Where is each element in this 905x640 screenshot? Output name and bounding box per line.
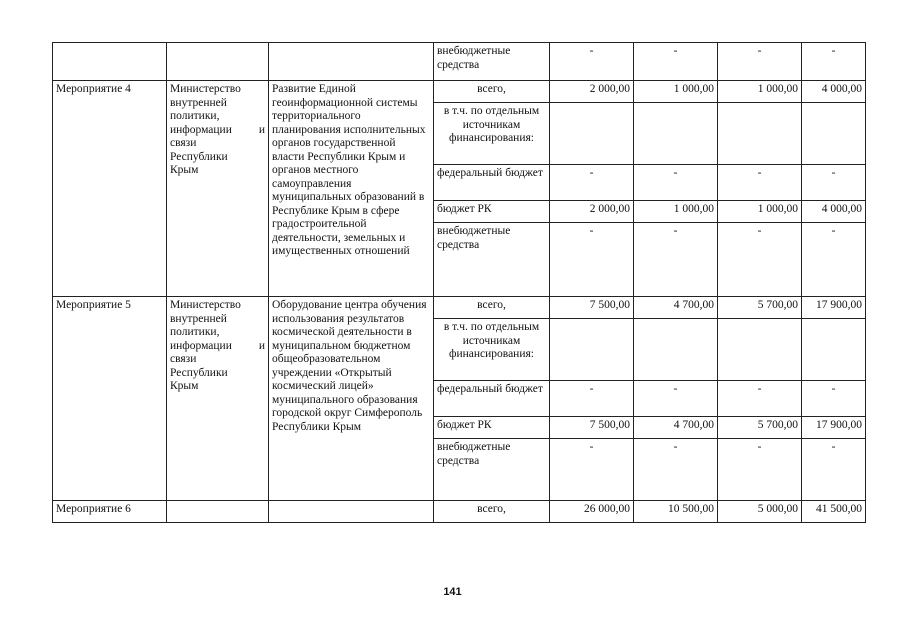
desc-cell xyxy=(269,501,434,523)
source-cell: всего, xyxy=(434,81,550,103)
value-cell: 4 000,00 xyxy=(802,81,866,103)
value-cell xyxy=(718,103,802,165)
value-cell xyxy=(550,103,634,165)
value-cell: - xyxy=(718,165,802,201)
value-cell: - xyxy=(550,165,634,201)
value-cell: - xyxy=(634,165,718,201)
value-cell: 7 500,00 xyxy=(550,297,634,319)
value-cell: - xyxy=(802,439,866,501)
value-cell xyxy=(550,319,634,381)
source-cell: бюджет РК xyxy=(434,417,550,439)
value-cell: - xyxy=(550,381,634,417)
table-row xyxy=(53,501,866,523)
value-cell: 4 000,00 xyxy=(802,201,866,223)
value-cell xyxy=(634,319,718,381)
org-cell: Министерство внутренней политики, информации и связи Республики Крым xyxy=(167,297,269,501)
value-cell: - xyxy=(802,43,866,81)
source-cell: федеральный бюджет xyxy=(434,165,550,201)
value-cell xyxy=(802,319,866,381)
event-label: Мероприятие 4 xyxy=(53,81,167,297)
value-cell: 5 700,00 xyxy=(718,417,802,439)
value-cell: - xyxy=(802,165,866,201)
source-cell: в т.ч. по отдельным источникам финансирования: xyxy=(434,103,550,165)
value-cell: - xyxy=(634,43,718,81)
source-cell: бюджет РК xyxy=(434,201,550,223)
value-cell xyxy=(634,103,718,165)
value-cell: - xyxy=(802,381,866,417)
value-cell xyxy=(718,319,802,381)
value-cell: - xyxy=(634,439,718,501)
value-cell: - xyxy=(550,223,634,297)
value-cell: - xyxy=(802,223,866,297)
event-cell xyxy=(53,43,167,81)
org-cell: Министерство внутренней политики, информации и связи Республики Крым xyxy=(167,81,269,297)
org-cell xyxy=(167,501,269,523)
event-label: Мероприятие 6 xyxy=(53,501,167,523)
source-cell: внебюджетные средства xyxy=(434,43,550,81)
desc-cell: Развитие Единой геоинформационной системы территориального планирования исполнительных органов государственной власти Республики Крым и органов местного самоуправления муниципальных образований в Республике Крым в сфере градостроительной деятельности, земельных и имущественных отношений xyxy=(269,81,434,297)
table-row xyxy=(53,81,866,103)
value-cell: - xyxy=(634,223,718,297)
value-cell: - xyxy=(718,223,802,297)
value-cell: - xyxy=(718,43,802,81)
value-cell: 2 000,00 xyxy=(550,81,634,103)
value-cell: 1 000,00 xyxy=(634,201,718,223)
financing-table xyxy=(52,42,866,523)
page-number: 141 xyxy=(443,586,462,598)
source-cell: всего, xyxy=(434,501,550,523)
org-cell xyxy=(167,43,269,81)
value-cell: - xyxy=(718,439,802,501)
value-cell: 26 000,00 xyxy=(550,501,634,523)
table-row xyxy=(53,297,866,319)
value-cell: 4 700,00 xyxy=(634,297,718,319)
value-cell: - xyxy=(550,43,634,81)
value-cell: - xyxy=(718,381,802,417)
source-cell: всего, xyxy=(434,297,550,319)
value-cell: - xyxy=(634,381,718,417)
value-cell: 17 900,00 xyxy=(802,297,866,319)
source-cell: федеральный бюджет xyxy=(434,381,550,417)
value-cell: 17 900,00 xyxy=(802,417,866,439)
value-cell: 1 000,00 xyxy=(634,81,718,103)
value-cell: 5 700,00 xyxy=(718,297,802,319)
desc-cell: Оборудование центра обучения использования результатов космической деятельности в муниципальном бюджетном общеобразовательном учреждении «Открытый космический лицей» муниципального образования городской округ Симферополь Республики Крым xyxy=(269,297,434,501)
value-cell: - xyxy=(550,439,634,501)
value-cell: 4 700,00 xyxy=(634,417,718,439)
source-cell: внебюджетные средства xyxy=(434,439,550,501)
event-label: Мероприятие 5 xyxy=(53,297,167,501)
value-cell: 7 500,00 xyxy=(550,417,634,439)
table-row xyxy=(53,43,866,81)
value-cell: 10 500,00 xyxy=(634,501,718,523)
value-cell: 2 000,00 xyxy=(550,201,634,223)
source-cell: внебюджетные средства xyxy=(434,223,550,297)
source-cell: в т.ч. по отдельным источникам финансирования: xyxy=(434,319,550,381)
value-cell: 1 000,00 xyxy=(718,201,802,223)
value-cell: 41 500,00 xyxy=(802,501,866,523)
desc-cell xyxy=(269,43,434,81)
value-cell: 5 000,00 xyxy=(718,501,802,523)
value-cell: 1 000,00 xyxy=(718,81,802,103)
value-cell xyxy=(802,103,866,165)
